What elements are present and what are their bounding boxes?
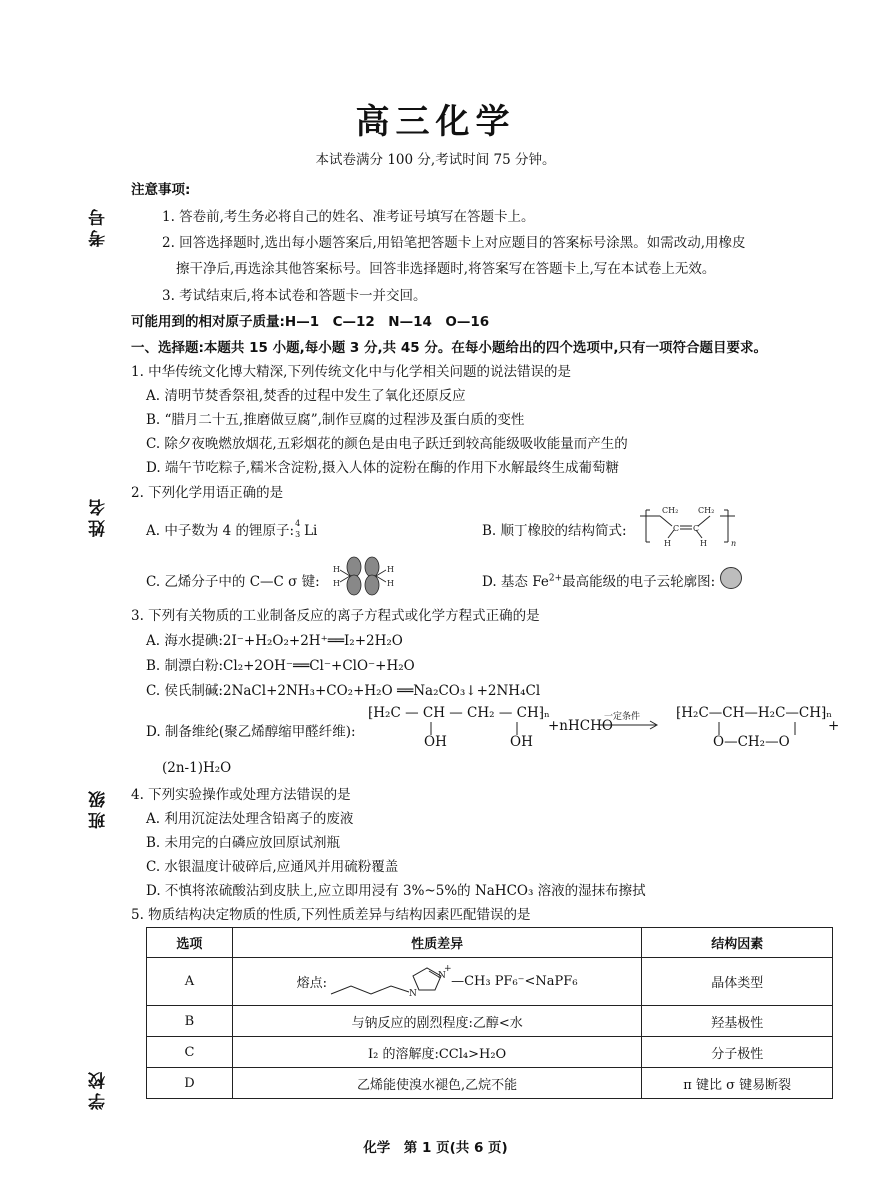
side-label-school: 学校 bbox=[89, 1068, 109, 1110]
option: C. 水银温度计破碎后,应通风并用硫粉覆盖 bbox=[146, 859, 399, 875]
option: C. 除夕夜晚燃放烟花,五彩烟花的颜色是由电子跃迁到较高能级吸收能量而产生的 bbox=[146, 436, 628, 452]
page-title: 高三化学 bbox=[355, 102, 516, 142]
option: A. 清明节焚香祭祖,焚香的过程中发生了氧化还原反应 bbox=[146, 388, 466, 404]
nuclide-notation: 4 3 bbox=[295, 519, 301, 539]
oh-group: OH bbox=[424, 734, 447, 750]
table-cell: C bbox=[147, 1037, 233, 1068]
question-stem: 4. 下列实验操作或处理方法错误的是 bbox=[131, 787, 351, 803]
option-text: A. 中子数为 4 的锂原子: bbox=[146, 523, 295, 539]
acetal-ring: O—CH₂—O bbox=[713, 734, 790, 750]
svg-text:n: n bbox=[731, 539, 737, 548]
option: B. “腊月二十五,推磨做豆腐”,制作豆腐的过程涉及蛋白质的变性 bbox=[146, 412, 525, 428]
oh-group: OH bbox=[510, 734, 533, 750]
option: C. 乙烯分子中的 C—C σ 键: bbox=[146, 574, 320, 590]
option: B. 制漂白粉:Cl₂+2OH⁻══Cl⁻+ClO⁻+H₂O bbox=[146, 658, 415, 674]
table-cell: D bbox=[147, 1068, 233, 1099]
table-cell: 分子极性 bbox=[642, 1037, 833, 1068]
option: D. 制备维纶(聚乙烯醇缩甲醛纤维): bbox=[146, 724, 356, 740]
notice-item: 1. 答卷前,考生务必将自己的姓名、准考证号填写在答题卡上。 bbox=[162, 209, 535, 225]
water-term: (2n-1)H₂O bbox=[162, 760, 232, 776]
question-stem: 5. 物质结构决定物质的性质,下列性质差异与结构因素匹配错误的是 bbox=[131, 907, 531, 923]
table-cell: B bbox=[147, 1006, 233, 1037]
svg-text:+: + bbox=[444, 963, 452, 974]
table-header: 性质差异 bbox=[232, 928, 642, 958]
table-cell: A bbox=[147, 958, 233, 1006]
svg-text:C: C bbox=[673, 524, 680, 533]
table-row bbox=[147, 1037, 833, 1068]
side-label-class: 班级 bbox=[89, 787, 109, 829]
svg-text:H: H bbox=[387, 565, 394, 574]
svg-text:H: H bbox=[333, 579, 340, 588]
plus-sign: + bbox=[828, 718, 840, 734]
table-cell: I₂ 的溶解度:CCl₄>H₂O bbox=[232, 1037, 642, 1068]
option: D. 不慎将浓硫酸沾到皮肤上,应立即用浸有 3%~5%的 NaHCO₃ 溶液的湿抹布擦拭 bbox=[146, 883, 646, 899]
polyvinyl-alcohol-formula: ⁅H₂C — CH — CH₂ — CH⁆ₙ bbox=[368, 705, 550, 721]
atomic-mass: 可能用到的相对原子质量:H—1 C—12 N—14 O—16 bbox=[131, 314, 490, 330]
section-heading: 一、选择题:本题共 15 小题,每小题 3 分,共 45 分。在每小题给出的四个选项中,只有一项符合题目要求。 bbox=[131, 340, 767, 356]
sigma-bond-orbital-icon bbox=[332, 556, 394, 596]
notice-heading: 注意事项: bbox=[131, 182, 191, 198]
option: B. 未用完的白磷应放回原试剂瓶 bbox=[146, 835, 341, 851]
element-symbol: Li bbox=[304, 523, 318, 539]
svg-text:H: H bbox=[700, 539, 707, 548]
exam-info: 本试卷满分 100 分,考试时间 75 分钟。 bbox=[315, 152, 556, 168]
table-cell: π 键比 σ 键易断裂 bbox=[642, 1068, 833, 1099]
option: D. 端午节吃粽子,糯米含淀粉,摄入人体的淀粉在酶的作用下水解最终生成葡萄糖 bbox=[146, 460, 620, 476]
electron-cloud-icon bbox=[720, 567, 742, 589]
table-cell: 晶体类型 bbox=[642, 958, 833, 1006]
option: A. 利用沉淀法处理含铅离子的废液 bbox=[146, 811, 354, 827]
question-stem: 2. 下列化学用语正确的是 bbox=[131, 485, 284, 501]
option: A. 海水提碘:2I⁻+H₂O₂+2H⁺══I₂+2H₂O bbox=[146, 633, 403, 649]
svg-text:C: C bbox=[693, 524, 700, 533]
property-table bbox=[146, 927, 833, 1099]
page-footer: 化学 第 1 页(共 6 页) bbox=[363, 1140, 508, 1156]
svg-text:H: H bbox=[387, 579, 394, 588]
svg-text:N: N bbox=[438, 970, 446, 981]
svg-text:CH₂: CH₂ bbox=[662, 506, 679, 515]
svg-text:CH₂: CH₂ bbox=[698, 506, 715, 515]
table-row bbox=[147, 958, 833, 1006]
table-row bbox=[147, 1006, 833, 1037]
side-label-exam-number: 考号 bbox=[89, 205, 109, 247]
question-stem: 1. 中华传统文化博大精深,下列传统文化中与化学相关问题的说法错误的是 bbox=[131, 364, 571, 380]
option: C. 侯氏制碱:2NaCl+2NH₃+CO₂+H₂O ══Na₂CO₃↓+2NH₄Cl bbox=[146, 683, 541, 699]
butadiene-rubber-structure bbox=[640, 502, 740, 548]
option bbox=[146, 519, 317, 539]
notice-item: 2. 回答选择题时,选出每小题答案后,用铅笔把答题卡上对应题目的答案标号涂黑。如需改动,用橡皮 bbox=[162, 235, 746, 251]
side-label-name: 姓名 bbox=[89, 495, 109, 537]
svg-text:H: H bbox=[664, 539, 671, 548]
table-cell: 与钠反应的剧烈程度:乙醇<水 bbox=[232, 1006, 642, 1037]
ionic-liquid-structure bbox=[329, 960, 452, 1004]
svg-text:H: H bbox=[333, 565, 340, 574]
ionic-liquid-formula: —CH₃ PF₆⁻<NaPF₆ bbox=[451, 974, 578, 989]
reaction-arrow-icon bbox=[600, 720, 660, 730]
vinylon-formula: ⁅H₂C—CH—H₂C—CH⁆ₙ bbox=[676, 705, 833, 721]
hcho: +nHCHO bbox=[548, 718, 613, 734]
question-stem: 3. 下列有关物质的工业制备反应的离子方程式或化学方程式正确的是 bbox=[131, 608, 540, 624]
table-header: 结构因素 bbox=[642, 928, 833, 958]
table-cell: 羟基极性 bbox=[642, 1006, 833, 1037]
notice-item: 3. 考试结束后,将本试卷和答题卡一并交回。 bbox=[162, 288, 427, 304]
option: D. 基态 $Fe^{2+}$最高能级的电子云轮廓图: bbox=[482, 573, 716, 590]
table-cell: 乙烯能使溴水褪色,乙烷不能 bbox=[232, 1068, 642, 1099]
svg-text:N: N bbox=[409, 988, 417, 999]
table-cell: 熔点: N N + —CH₃ PF₆⁻<NaPF₆ bbox=[232, 958, 642, 1006]
reaction-condition: 一定条件 bbox=[604, 712, 641, 722]
notice-item: 擦干净后,再选涂其他答案标号。回答非选择题时,将答案写在答题卡上,写在本试卷上无效。 bbox=[176, 261, 716, 277]
table-header-row bbox=[147, 928, 833, 958]
table-row bbox=[147, 1068, 833, 1099]
table-header: 选项 bbox=[147, 928, 233, 958]
option: B. 顺丁橡胶的结构简式: bbox=[482, 523, 627, 539]
